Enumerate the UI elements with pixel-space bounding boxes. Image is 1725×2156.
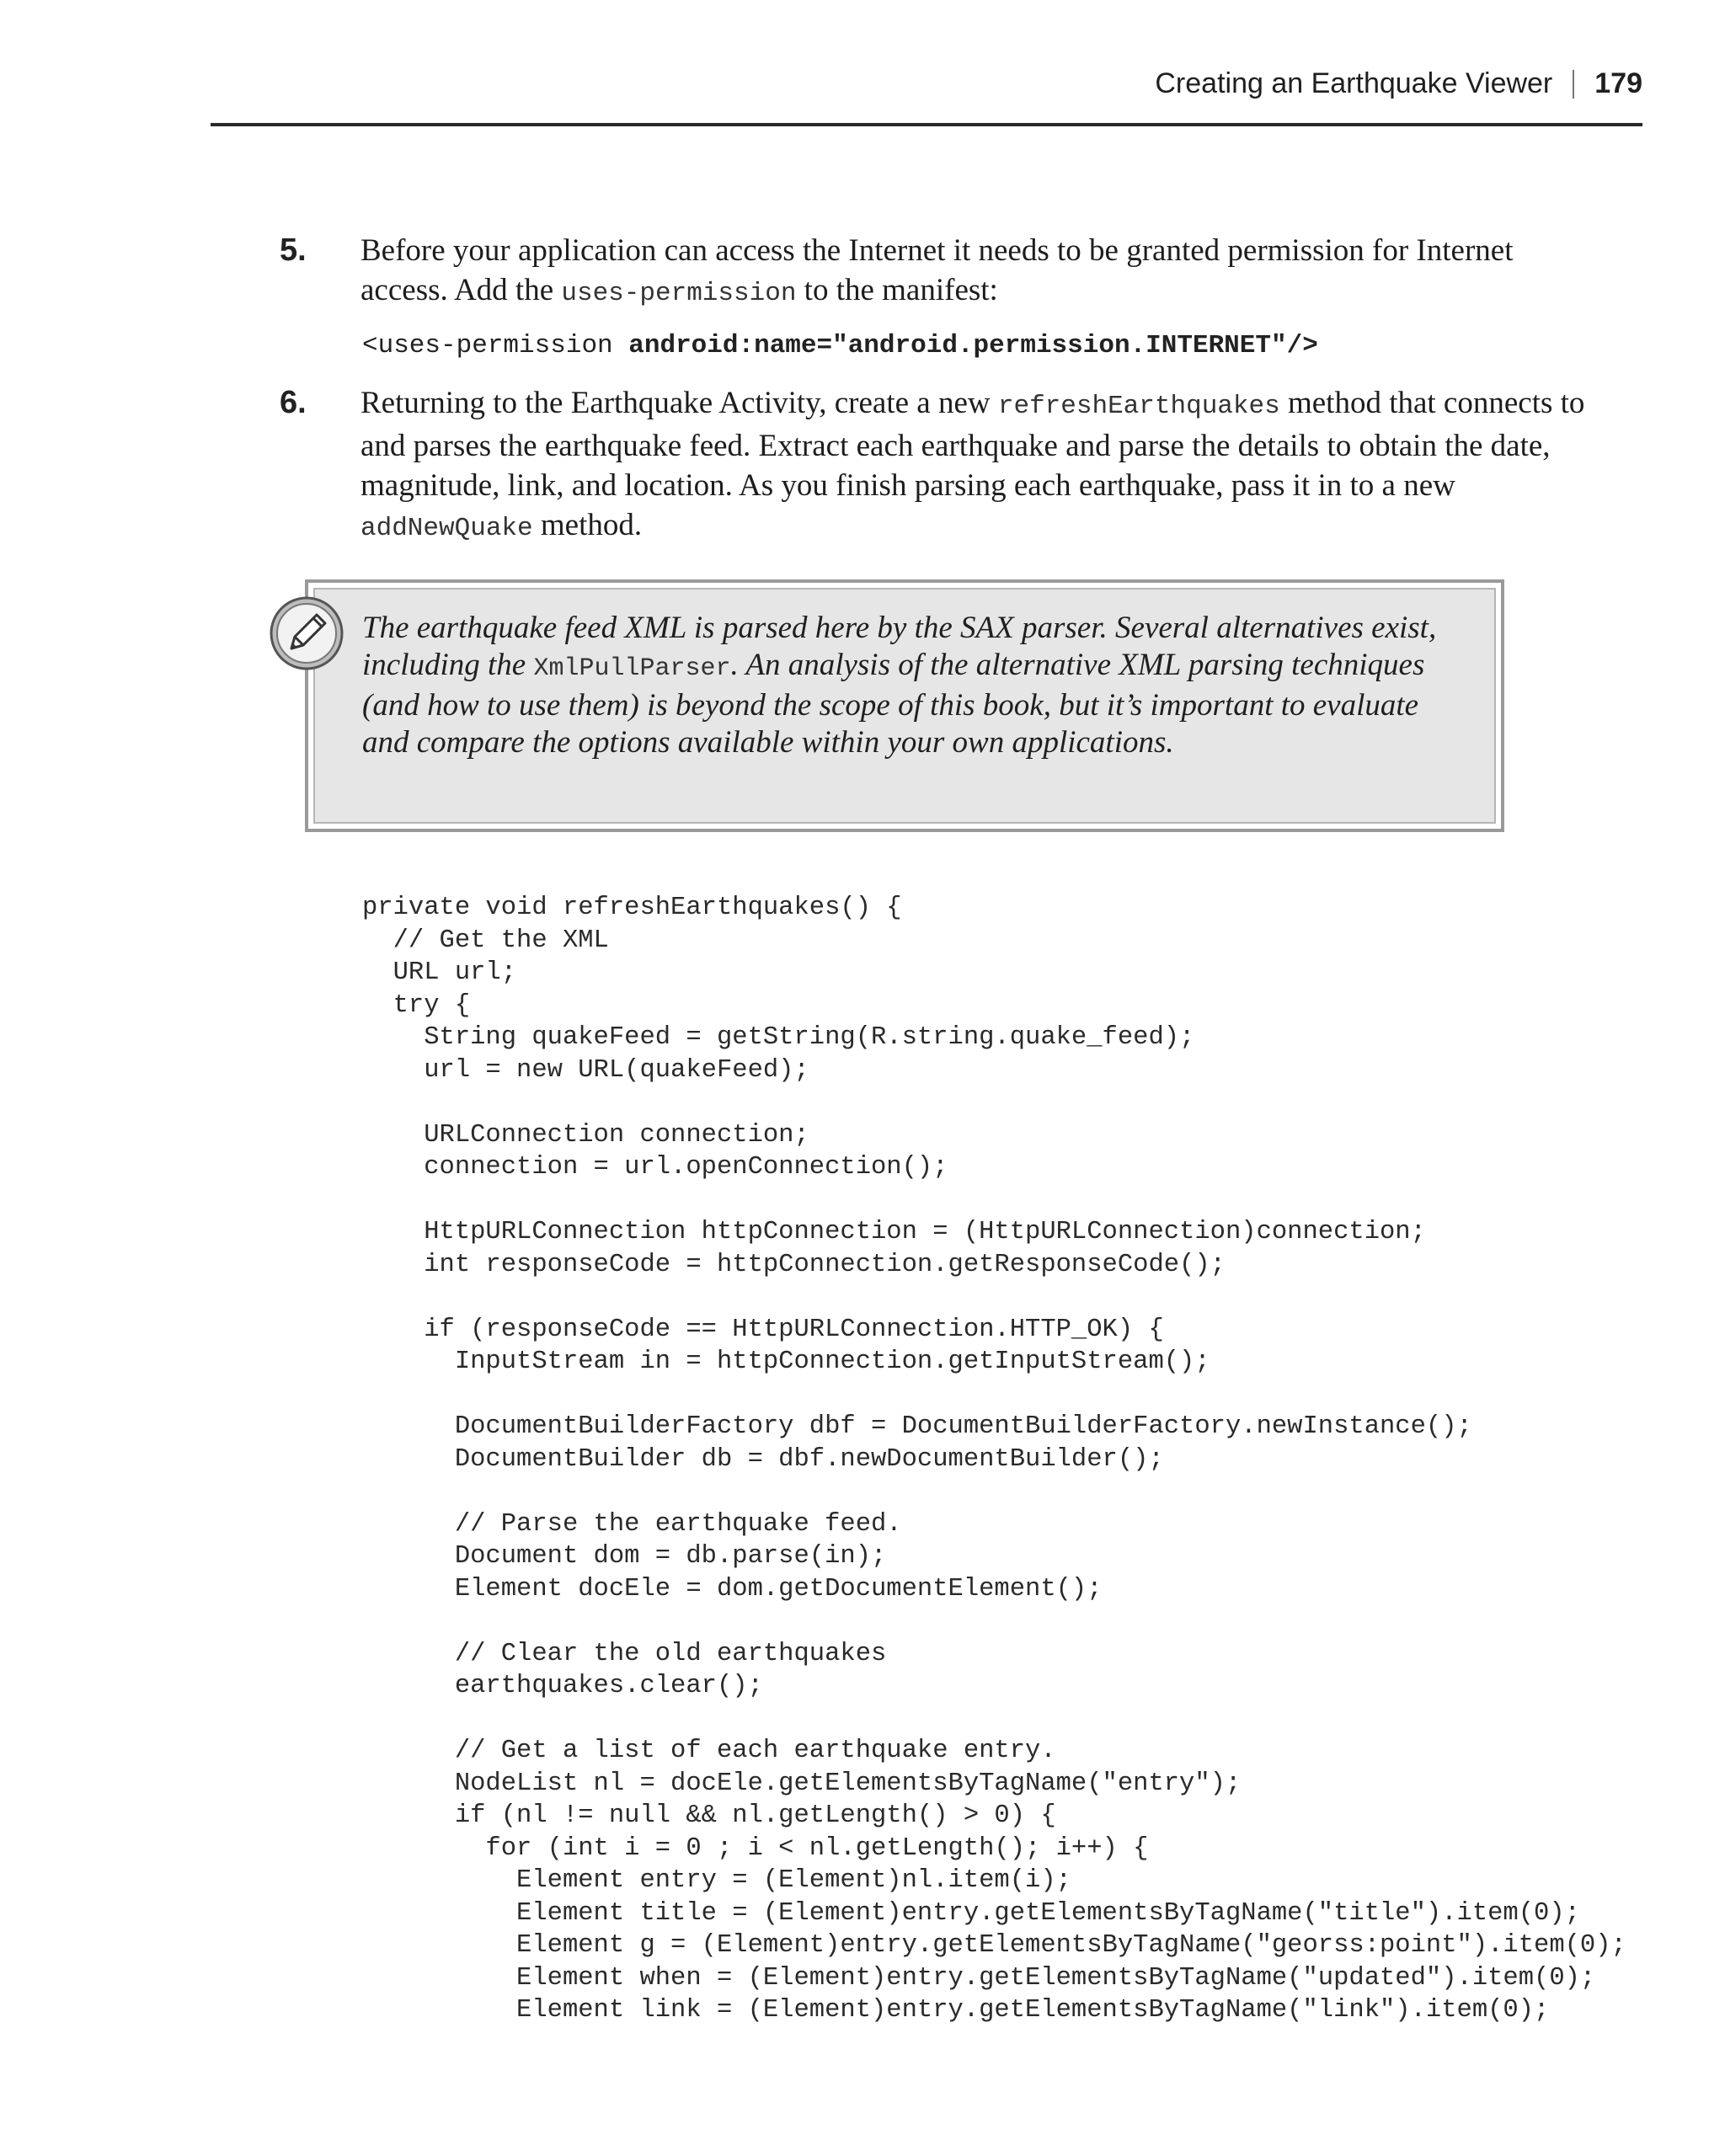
running-header [211,59,1642,126]
manifest-permission-code [362,331,1318,360]
step-6-text-2: method that connects to and parses the earthquake feed. Extract each earthquake and parse the details to obtain the date, magnitude, link, and location. As you finish parsing each earthquake, pass it in to a new [360,386,1585,503]
pencil-icon [268,595,345,672]
note-text [362,610,1466,761]
note-text-1: The earthquake feed XML is parsed here by the SAX parser. Several alternatives exist, including the [362,611,1437,682]
step-6 [280,383,1586,548]
step-5-text-before: Before your application can access the Internet it needs to be granted permission for Internet access. Add the [360,233,1514,307]
manifest-code-plain: <uses-permission [362,331,629,360]
step-5-text-after: to the manifest: [796,273,998,307]
header-content [1155,67,1642,100]
step-5-inline-code: uses-permission [561,279,797,308]
step-6-text-1: Returning to the Earthquake Activity, create a new [360,386,998,420]
step-6-number: 6. [280,385,307,420]
header-divider [1573,70,1574,99]
step-5 [280,231,1586,313]
note-inline-code: XmlPullParser [533,654,731,683]
manifest-code-bold: android:name="android.permission.INTERNET"/> [628,331,1318,360]
page-number: 179 [1594,67,1642,99]
step-6-text-3: method. [532,508,643,542]
note-text-2: . An analysis of the alternative XML parsing techniques (and how to use them) is beyond the scope of this book, but it’s important to evaluate and compare the options available within your own applications. [362,648,1425,760]
step-6-inline-code-1: refreshEarthquakes [997,392,1280,421]
step-5-number: 5. [280,232,307,268]
step-6-inline-code-2: addNewQuake [360,514,533,543]
chapter-section-title: Creating an Earthquake Viewer [1155,67,1553,99]
code-listing: private void refreshEarthquakes() { // Get the XML URL url; try { String quakeFeed = getString(R.string.quake_feed); url = new URL(quakeFeed); URLConnection connection; connection = url.openConnection(); HttpURLConnection httpConnection = (HttpURLConnection)connection; int responseCode = httpConnection.getResponseCode(); if (responseCode == HttpURLConnection.HTTP_OK) { InputStream in = httpConnection.getInputStream(); DocumentBuilderFactory dbf = DocumentBuilderFactory.newInstance(); DocumentBuilder db = dbf.newDocumentBuilder(); // Parse the earthquake feed. Document dom = db.parse(in); Element docEle = dom.getDocumentElement(); // Clear the old earthquakes earthquakes.clear(); // Get a list of each earthquake entry. NodeList nl = docEle.getElementsByTagName("entry"); if (nl != null && nl.getLength() > 0) { for (int i = 0 ; i < nl.getLength(); i++) { Element entry = (Element)nl.item(i); Element title = (Element)entry.getElementsByTagName("title").item(0); Element g = (Element)entry.getElementsByTagName("georss:point").item(0); Element when = (Element)entry.getElementsByTagName("updated").item(0); Element link = (Element)entry.getElementsByTagName("link").item(0); [362,894,1626,2025]
